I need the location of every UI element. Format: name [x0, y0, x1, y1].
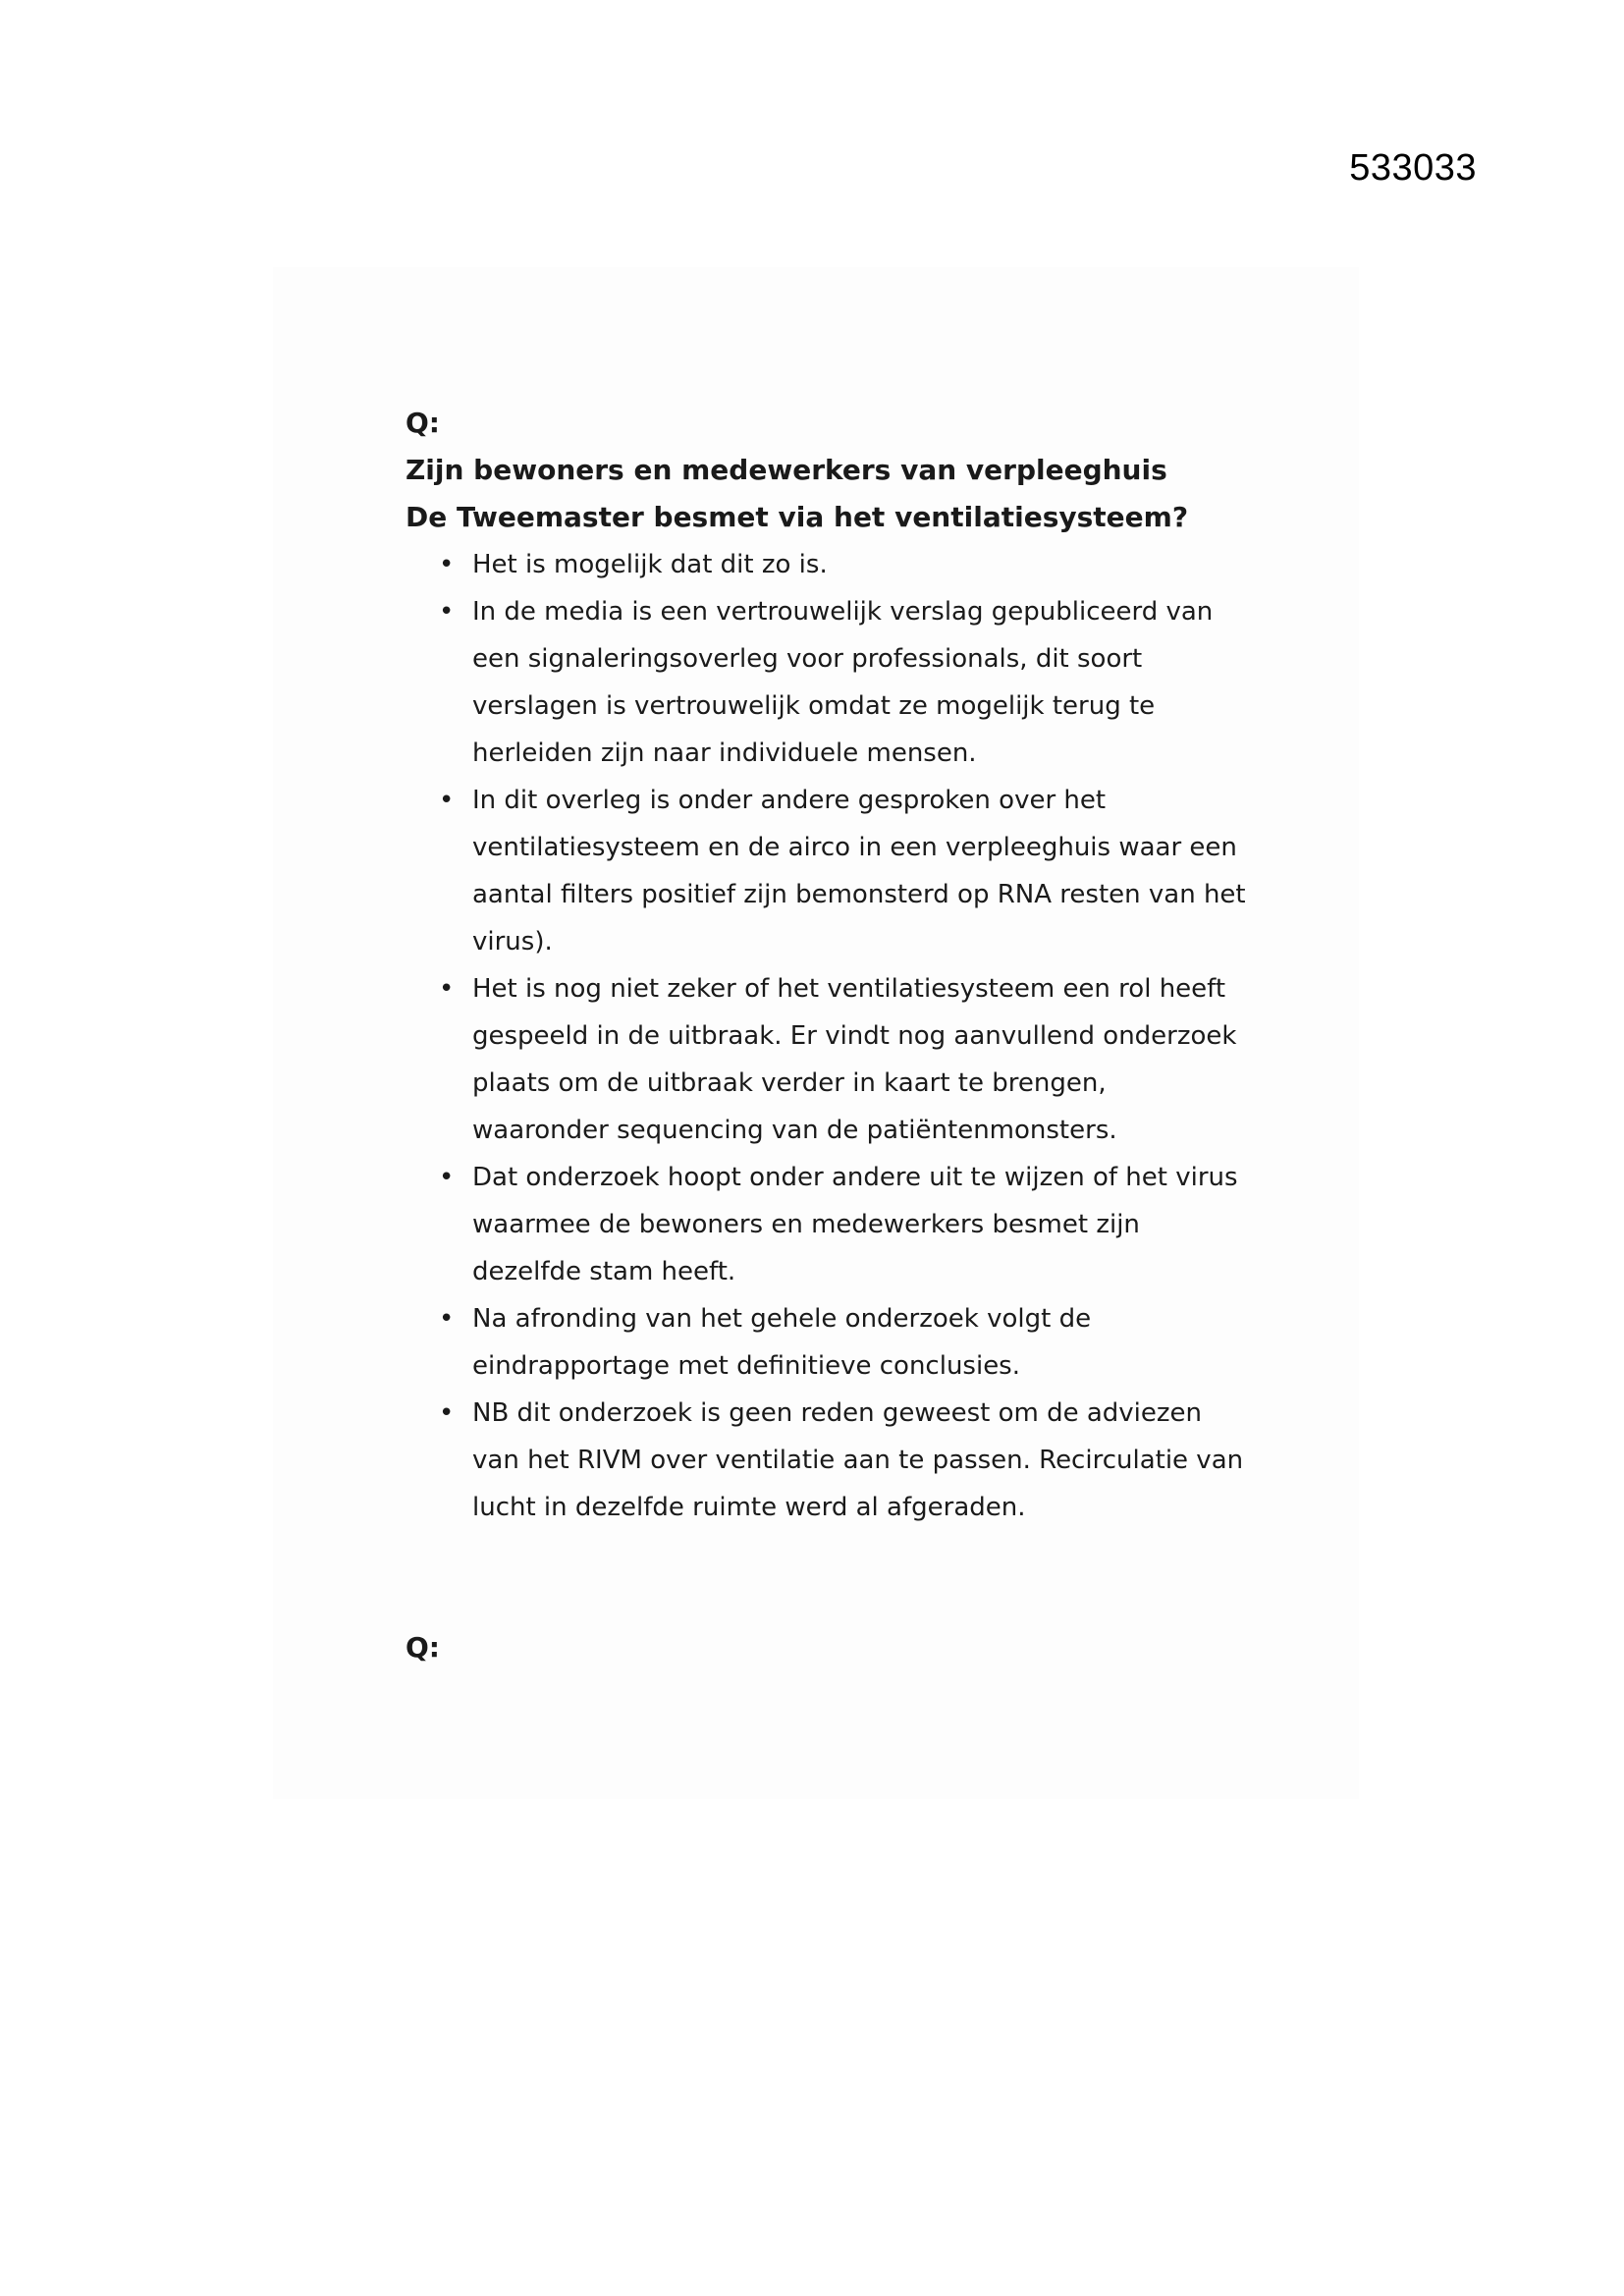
answer-bullet-text: In dit overleg is onder andere gesproken over het ventilatiesysteem en de airco in een verpleeghuis waar een aantal filters positief zijn bemonsterd op RNA resten van het virus).: [472, 786, 1246, 957]
bullet-icon: •: [439, 1163, 455, 1192]
question-text: Zijn bewoners en medewerkers van verpleeghuis De Tweemaster besmet via het ventilatiesysteem?: [406, 454, 1189, 533]
answer-bullet: [406, 1295, 1250, 1390]
document-number: 533033: [1349, 147, 1477, 189]
answer-bullet-text: Het is mogelijk dat dit zo is.: [472, 550, 828, 579]
bullet-icon: •: [439, 974, 455, 1004]
bullet-icon: •: [439, 1398, 455, 1428]
bullet-icon: •: [439, 550, 455, 579]
answer-bullet-list: [406, 541, 1250, 1531]
answer-bullet-text: NB dit onderzoek is geen reden geweest om de adviezen van het RIVM over ventilatie aan te passen. Recirculatie van lucht in dezelfde ruimte werd al afgeraden.: [472, 1398, 1244, 1522]
answer-bullet-text: Na afronding van het gehele onderzoek volgt de eindrapportage met definitieve conclusies.: [472, 1304, 1092, 1381]
bullet-icon: •: [439, 786, 455, 815]
answer-bullet: [406, 1154, 1250, 1295]
answer-bullet: [406, 1390, 1250, 1531]
answer-bullet: [406, 588, 1250, 777]
answer-bullet: [406, 541, 1250, 588]
question-label-2: Q:: [406, 1631, 440, 1664]
qa-section: [406, 400, 1250, 1531]
bullet-icon: •: [439, 597, 455, 627]
answer-bullet-text: Dat onderzoek hoopt onder andere uit te wijzen of het virus waarmee de bewoners en medewerkers besmet zijn dezelfde stam heeft.: [472, 1163, 1238, 1286]
bullet-icon: •: [439, 1304, 455, 1334]
answer-bullet-text: In de media is een vertrouwelijk verslag gepubliceerd van een signaleringsoverleg voor professionals, dit soort verslagen is vertrouwelijk omdat ze mogelijk terug te herleiden zijn naar individuele mensen.: [472, 597, 1214, 768]
question-label: Q:: [406, 407, 440, 439]
answer-bullet: [406, 777, 1250, 965]
answer-bullet-text: Het is nog niet zeker of het ventilatiesysteem een rol heeft gespeeld in de uitbraak. Er vindt nog aanvullend onderzoek plaats om de uitbraak verder in kaart te brengen, waaronder sequencing van de patiëntenmonsters.: [472, 974, 1237, 1145]
answer-bullet: [406, 965, 1250, 1154]
